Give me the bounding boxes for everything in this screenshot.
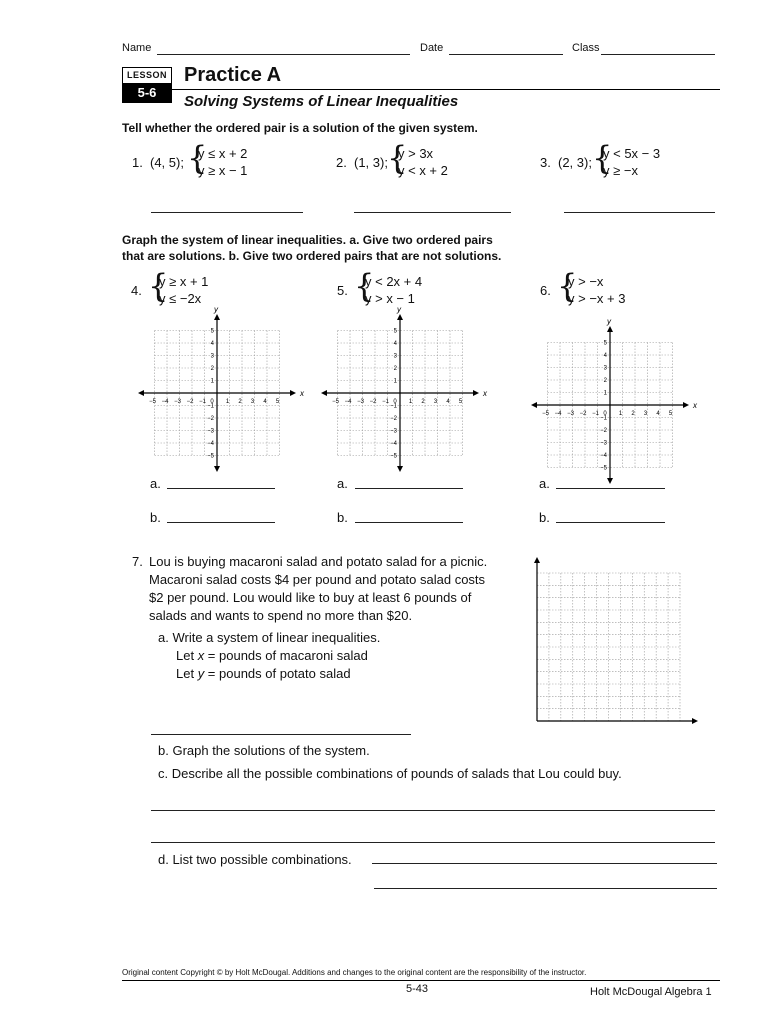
svg-text:5: 5 (275, 399, 280, 405)
problem-7-d-answer-line-1[interactable] (372, 863, 717, 864)
problem-1-ineq2: y ≥ x − 1 (198, 163, 248, 178)
svg-text:−4: −4 (207, 441, 214, 447)
svg-text:3: 3 (210, 353, 214, 360)
problem-2-ineq2: y < x + 2 (398, 163, 448, 178)
svg-text:−3: −3 (357, 399, 364, 405)
svg-text:2: 2 (238, 399, 242, 405)
svg-text:5: 5 (668, 411, 673, 417)
svg-text:−2: −2 (600, 428, 607, 434)
problem-6-ineq1: y > −x (568, 274, 604, 289)
problem-5-number: 5. (337, 283, 348, 298)
svg-text:4: 4 (393, 341, 397, 347)
svg-text:−1: −1 (390, 403, 397, 410)
svg-text:−3: −3 (174, 399, 181, 405)
section1-instruction: Tell whether the ordered pair is a solution of the given system. (122, 121, 478, 135)
let-y-var: y (197, 666, 205, 681)
let-x-pre: Let (176, 648, 198, 663)
svg-text:−5: −5 (207, 453, 214, 460)
problem-6-ineq2: y > −x + 3 (568, 291, 626, 306)
problem-1-number: 1. (132, 155, 143, 170)
svg-text:−5: −5 (542, 411, 549, 417)
svg-text:−1: −1 (207, 403, 214, 410)
svg-text:1: 1 (618, 411, 623, 417)
problem-4-a-label: a. (150, 476, 161, 491)
svg-text:3: 3 (643, 411, 648, 417)
svg-text:1: 1 (225, 399, 230, 405)
problem-1-ineq1: y ≤ x + 2 (198, 146, 248, 161)
problem-4-ineq1: y ≥ x + 1 (159, 274, 209, 289)
problem-7-part-b: b. Graph the solutions of the system. (158, 743, 370, 758)
svg-text:3: 3 (393, 353, 397, 360)
problem-5-b-label: b. (337, 510, 348, 525)
section2-instruction-line2: that are solutions. b. Give two ordered pairs that are not solutions. (122, 249, 502, 263)
svg-text:x: x (483, 389, 487, 398)
svg-text:−3: −3 (600, 440, 607, 447)
problem-7-line: Lou is buying macaroni salad and potato salad for a picnic. (149, 554, 488, 569)
brace-icon: { (592, 139, 613, 177)
problem-7-part-a: a. Write a system of linear inequalities. (158, 630, 381, 645)
svg-text:4: 4 (446, 399, 450, 405)
class-label: Class (572, 42, 600, 54)
problem-7-line: Macaroni salad costs $4 per pound and potato salad costs (149, 572, 486, 587)
lesson-number: 5-6 (123, 83, 171, 102)
problem-3-ineq1: y < 5x − 3 (603, 146, 661, 161)
problem-3-ineq2: y ≥ −x (603, 163, 638, 178)
svg-text:2: 2 (210, 366, 214, 372)
svg-text:0: 0 (603, 411, 607, 417)
problem-6-a-label: a. (539, 476, 550, 491)
problem-7-line: salads and wants to spend no more than $20. (149, 608, 413, 623)
problem-5-ineq1: y < 2x + 4 (365, 274, 423, 289)
svg-text:2: 2 (421, 399, 425, 405)
svg-text:x: x (693, 401, 697, 410)
svg-text:−5: −5 (390, 453, 397, 460)
let-x-var: x (197, 648, 205, 663)
svg-text:2: 2 (603, 378, 607, 384)
svg-text:−2: −2 (579, 411, 587, 417)
svg-text:−5: −5 (149, 399, 156, 405)
svg-text:y: y (607, 317, 611, 326)
copyright-notice: Original content Copyright © by Holt McDougal. Additions and changes to the original content are the responsibility of the instructor. (122, 968, 587, 977)
problem-2-pair: (1, 3); (354, 155, 388, 170)
svg-text:−4: −4 (161, 399, 169, 405)
svg-text:−4: −4 (554, 411, 562, 417)
svg-text:1: 1 (408, 399, 413, 405)
svg-text:x: x (300, 389, 304, 398)
problem-7-c-answer-line-2[interactable] (151, 842, 715, 843)
footer-rule (122, 980, 720, 981)
svg-text:0: 0 (393, 399, 397, 405)
page-number: 5-43 (406, 983, 429, 995)
svg-text:−2: −2 (186, 399, 194, 405)
svg-text:2: 2 (631, 411, 635, 417)
svg-text:4: 4 (656, 411, 660, 417)
svg-text:−2: −2 (369, 399, 377, 405)
svg-text:0: 0 (210, 399, 214, 405)
svg-text:y: y (214, 305, 218, 314)
svg-text:−3: −3 (207, 428, 214, 435)
problem-7-part-d: d. List two possible combinations. (158, 852, 352, 867)
problem-3-pair: (2, 3); (558, 155, 592, 170)
section2-instruction-line1: Graph the system of linear inequalities. a. Give two ordered pairs (122, 233, 493, 247)
problem-7-number: 7. (132, 554, 143, 569)
brace-icon: { (387, 139, 408, 177)
problem-4-ineq2: y ≤ −2x (159, 291, 202, 306)
svg-text:5: 5 (603, 340, 607, 347)
problem-6-b-label: b. (539, 510, 550, 525)
brace-icon: { (557, 267, 578, 305)
problem-4-b-label: b. (150, 510, 161, 525)
svg-text:1: 1 (393, 378, 397, 385)
svg-text:−5: −5 (332, 399, 339, 405)
svg-text:5: 5 (458, 399, 463, 405)
svg-text:4: 4 (263, 399, 267, 405)
book-title: Holt McDougal Algebra 1 (590, 986, 712, 998)
svg-text:5: 5 (210, 328, 214, 335)
svg-text:3: 3 (433, 399, 438, 405)
svg-text:4: 4 (210, 341, 214, 347)
brace-icon: { (187, 139, 208, 177)
problem-7-d-answer-line-2[interactable] (374, 888, 717, 889)
svg-text:−4: −4 (390, 441, 397, 447)
page-subtitle: Solving Systems of Linear Inequalities (184, 93, 459, 110)
problem-4-number: 4. (131, 283, 142, 298)
svg-text:−4: −4 (600, 453, 607, 459)
svg-text:−2: −2 (390, 416, 397, 422)
problem-2-ineq1: y > 3x (398, 146, 434, 161)
problem-7-part-c: c. Describe all the possible combinations of pounds of salads that Lou could buy. (158, 766, 622, 781)
let-y-pre: Let (176, 666, 198, 681)
svg-text:2: 2 (393, 366, 397, 372)
svg-text:1: 1 (210, 378, 214, 385)
lesson-label: LESSON (126, 70, 167, 80)
svg-text:−1: −1 (382, 399, 389, 405)
svg-text:−1: −1 (199, 399, 206, 405)
name-label: Name (122, 42, 152, 54)
svg-text:−3: −3 (390, 428, 397, 435)
problem-2-number: 2. (336, 155, 347, 170)
page-title: Practice A (184, 64, 282, 86)
svg-text:3: 3 (603, 365, 607, 372)
let-x-post: = pounds of macaroni salad (204, 648, 368, 663)
svg-text:−4: −4 (344, 399, 352, 405)
problem-5-a-label: a. (337, 476, 348, 491)
date-label: Date (420, 42, 444, 54)
brace-icon: { (148, 267, 169, 305)
problem-3-number: 3. (540, 155, 551, 170)
problem-1-pair: (4, 5); (150, 155, 184, 170)
svg-text:−5: −5 (600, 465, 607, 472)
problem-5-ineq2: y > x − 1 (365, 291, 415, 306)
svg-text:5: 5 (393, 328, 397, 335)
svg-text:y: y (397, 305, 401, 314)
problem-7-c-answer-line-1[interactable] (151, 810, 715, 811)
svg-text:3: 3 (250, 399, 255, 405)
svg-text:4: 4 (603, 353, 607, 359)
svg-text:−1: −1 (600, 415, 607, 422)
brace-icon: { (354, 267, 375, 305)
svg-text:−3: −3 (567, 411, 574, 417)
let-y-post: = pounds of potato salad (204, 666, 351, 681)
svg-text:−1: −1 (592, 411, 599, 417)
problem-7-line: $2 per pound. Lou would like to buy at least 6 pounds of (149, 590, 472, 605)
svg-text:1: 1 (603, 390, 607, 397)
problem-6-number: 6. (540, 283, 551, 298)
svg-text:−2: −2 (207, 416, 214, 422)
